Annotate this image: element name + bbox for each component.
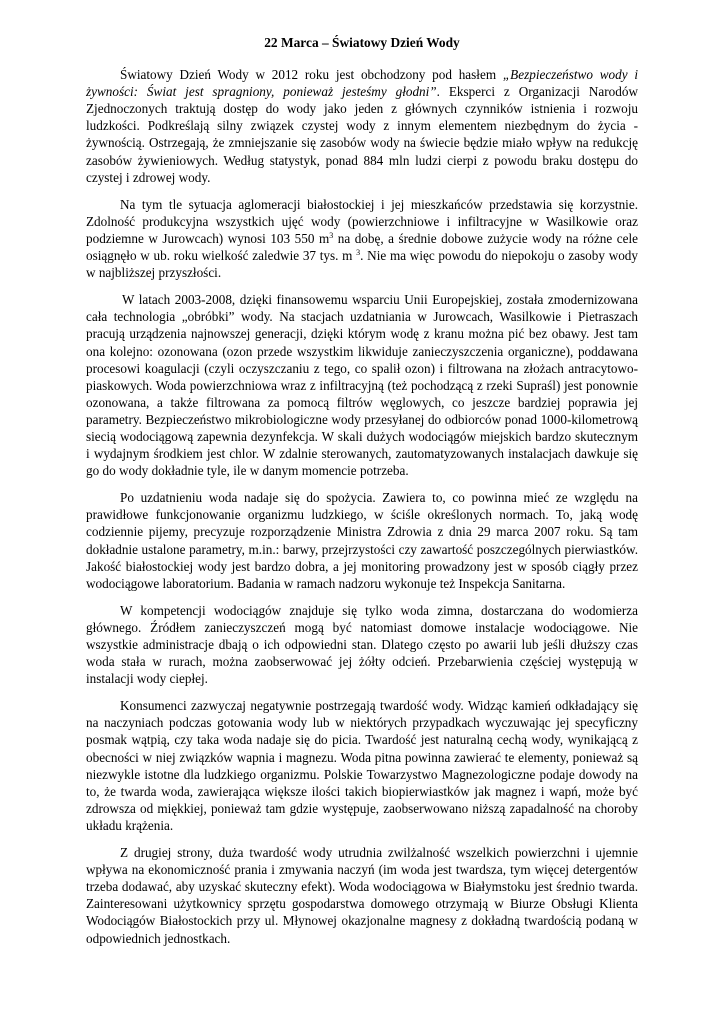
paragraph-1 — [86, 66, 638, 186]
paragraph-4: Po uzdatnieniu woda nadaje się do spożycia. Zawiera to, co powinna mieć ze względu na prawidłowe funkcjonowanie organizmu ludzkiego, w ściśle określonych normach. To, jaką wodę codziennie pijemy, precyzuje rozporządzenie Ministra Zdrowia z dnia 29 marca 2007 roku. Są tam dokładnie ustalone parametry, m.in.: barwy, przejrzystości czy zawartość poszczególnych pierwiastków. Jakość białostockiej wody jest bardzo dobra, a jej monitoring prowadzony jest w sposób ciągły przez wodociągowe laboratorium. Badania w ramach nadzoru wykonuje też Inspekcja Sanitarna. — [86, 490, 638, 591]
paragraph-1-lead: Światowy Dzień Wody w 2012 roku jest obchodzony pod hasłem — [120, 67, 503, 83]
document-page — [86, 34, 638, 957]
paragraph-5: W kompetencji wodociągów znajduje się tylko woda zimna, dostarczana do wodomierza głównego. Źródłem zanieczyszczeń mogą być natomiast domowe instalacje wodociągowe. Nie wszystkie administracje dbają o ich odpowiedni stan. Dlatego często po awarii lub jeśli dłuższy czas woda stała w rurach, można zaobserwować jej żółty odcień. Przebarwienia częściej występują w instalacji wody ciepłej. — [86, 602, 638, 687]
superscript-cubic-2: 3 — [356, 248, 361, 258]
superscript-cubic-1: 3 — [329, 230, 334, 240]
paragraph-2-b: na dobę, a średnie dobowe zużycie wody na różne cele osiągnęło w ub. roku wielkość zaledwie 37 tys. m — [86, 230, 638, 264]
paragraph-6: Konsumenci zazwyczaj negatywnie postrzegają twardość wody. Widząc kamień odkładający się na naczyniach podczas gotowania wody lub w niektórych przypadkach wyczuwając jej specyficzny posmak wątpią, czy taka woda nadaje się do picia. Twardość jest naturalną cechą wody, wynikającą z obecności w niej związków wapnia i magnezu. Woda pitna powinna zawierać te elementy, ponieważ są niezwykle istotne dla ludzkiego organizmu. Polskie Towarzystwo Magnezologiczne podaje dowody na to, że twarda woda, zawierająca większe ilości takich biopierwiastków jak magnez i wapń, może być zdrowsza od miękkiej, ponieważ tam gdzie występuje, zaobserwowano niższą zapadalność na choroby układu krążenia. — [86, 698, 638, 833]
paragraph-2 — [86, 196, 638, 281]
motto: „Bezpieczeństwo wody i żywności: Świat jest spragniony, ponieważ jesteśmy głodni” — [86, 67, 638, 100]
paragraph-2-a: Na tym tle sytuacja aglomeracji białostockiej i jej mieszkańców przedstawia się korzystnie. Zdolność produkcyjna wszystkich ujęć wody (powierzchniowe i infiltracyjne w Wasilkowie oraz podziemne w Jurowcach) wynosi 103 550 m — [86, 196, 638, 246]
paragraph-1-rest: . Eksperci z Organizacji Narodów Zjednoczonych traktują dostęp do wody jako jeden z głównych czynników istnienia i rozwoju ludzkości. Podkreślają silny związek czystej wody z innym elementem niezbędnym do życia - żywnością. Ostrzegają, że zmniejszanie się zasobów wody na świecie będzie miało wpływ na redukcję zasobów żywieniowych. Według statystyk, ponad 884 mln ludzi cierpi z powodu braku dostępu do czystej i zdrowej wody. — [86, 84, 638, 185]
paragraph-7: Z drugiej strony, duża twardość wody utrudnia zwilżalność wszelkich powierzchni i ujemnie wpływa na ekonomiczność prania i zmywania naczyń (im woda jest twardsza, tym więcej detergentów trzeba dodawać, aby uzyskać skuteczny efekt). Woda wodociągowa w Białymstoku jest średnio twarda. Zainteresowani użytkownicy sprzętu gospodarstwa domowego otrzymają w Biurze Obsługi Klienta Wodociągów Białostockich przy ul. Młynowej okazjonalne magnesy z dokładną twardością podaną w odpowiednich jednostkach. — [86, 845, 638, 946]
paragraph-2-c: . Nie ma więc powodu do niepokoju o zasoby wody w najbliższej przyszłości. — [86, 248, 638, 281]
paragraph-3: W latach 2003-2008, dzięki finansowemu wsparciu Unii Europejskiej, została zmodernizowana cała technologia „obróbki” wody. Na stacjach uzdatniania w Jurowcach, Wasilkowie i Pietraszach pracują urządzenia najnowszej generacji, dzięki którym wodę z kranu można pić bez obawy. Jest tam ona kolejno: ozonowana (ozon przede wszystkim likwiduje zanieczyszczenia organiczne), poddawana procesowi koagulacji (czyli oczyszczaniu z tego, co spalił ozon) i filtrowana na złożach antracytowo-piaskowych. Woda powierzchniowa wraz z infiltracyjną (też pochodzącą z rzeki Supraśl) jest ponownie ozonowana, a także filtrowana za pomocą filtrów węglowych, co jeszcze bardziej poprawia jej parametry. Bezpieczeństwo mikrobiologiczne wody przesyłanej do odbiorców ponad 1000-kilometrową siecią wodociągową zapewnia dezynfekcja. W skali dużych wodociągów miejskich bardzo skutecznym i wydajnym środkiem jest chlor. W zdalnie sterowanych, zautomatyzowanych instalacjach dawkuje się go do wody dokładnie tyle, ile w danym momencie potrzeba. — [86, 292, 638, 479]
document-title: 22 Marca – Światowy Dzień Wody — [264, 35, 460, 50]
